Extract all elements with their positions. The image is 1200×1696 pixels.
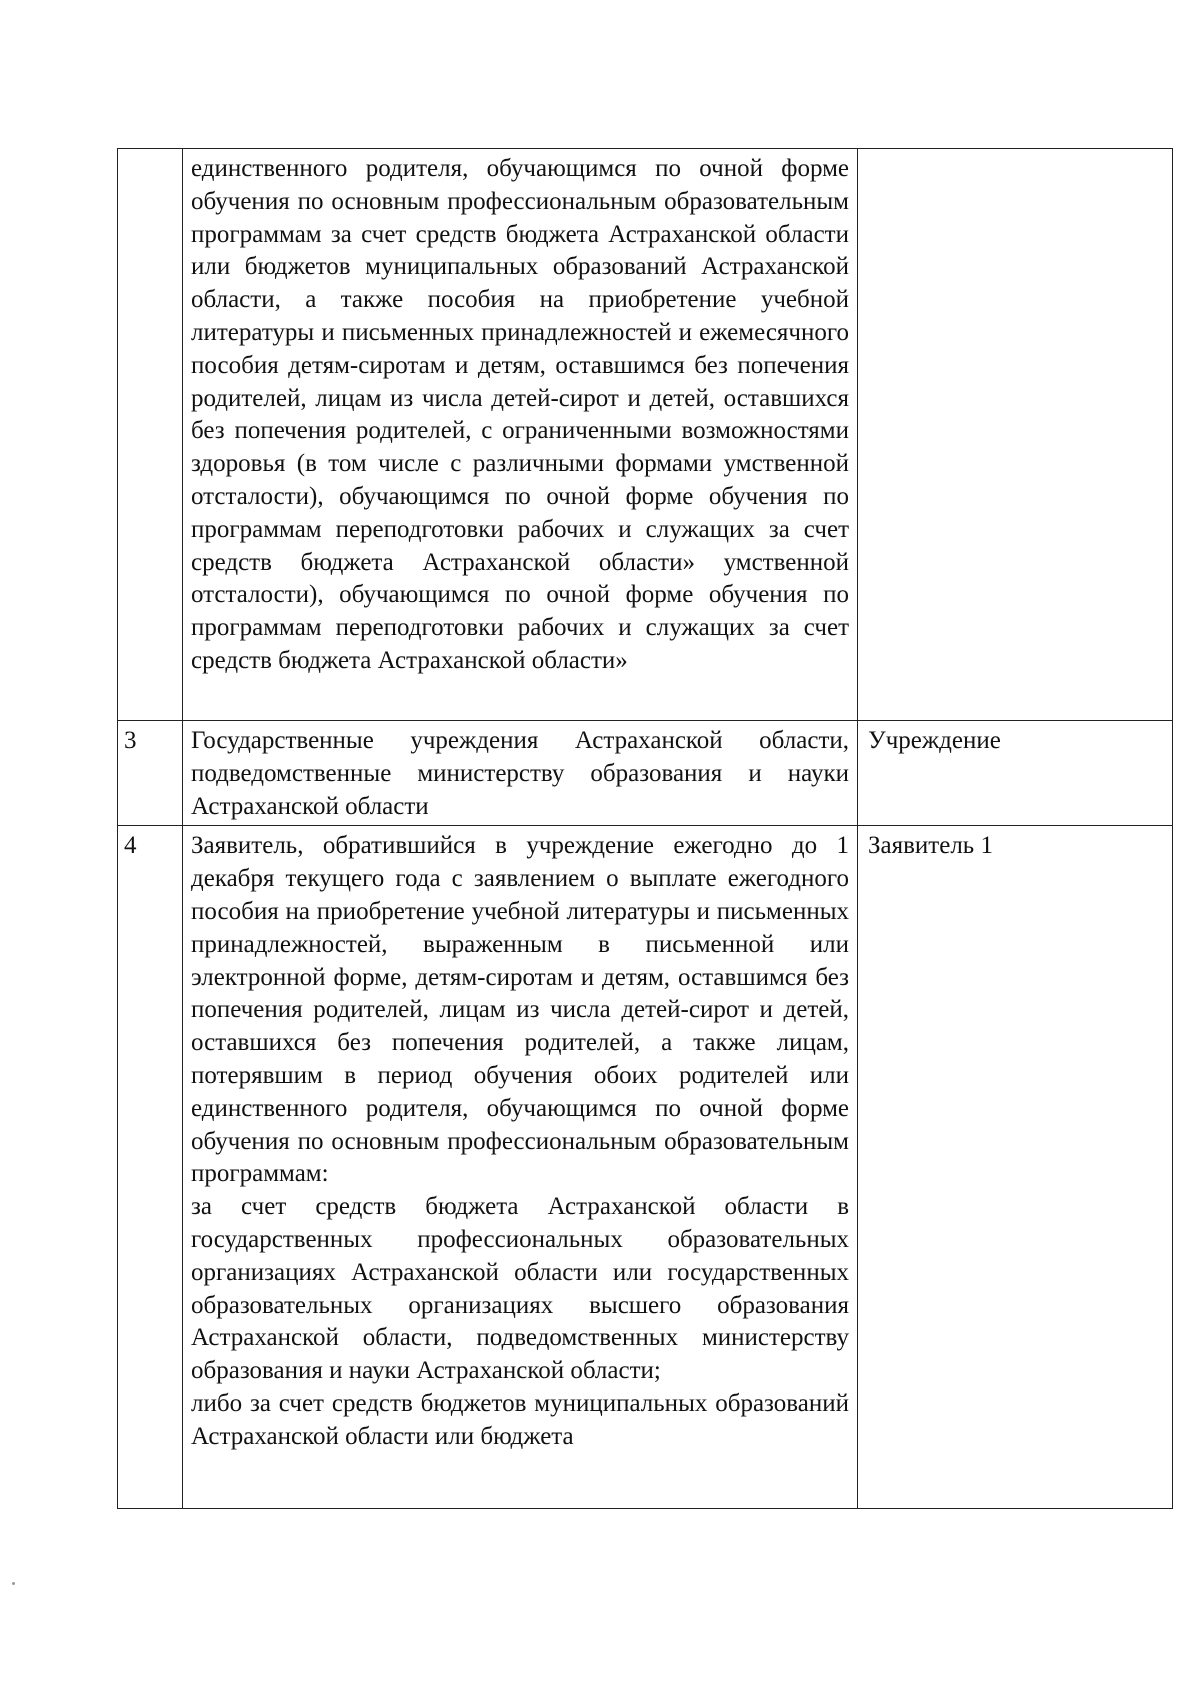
row-number: 3 — [124, 727, 137, 754]
row-number-cell — [118, 826, 183, 1509]
table-row — [118, 721, 1173, 826]
scan-speck — [12, 1582, 15, 1585]
row-role-cell — [858, 149, 1173, 721]
row-role-cell — [858, 721, 1173, 826]
row-description-paragraph: единственного родителя, обучающимся по очной форме обучения по основным профессиональным образовательным программам за счет средств бюджета Астраханской области или бюджетов муниципальных образований Астраханской области, а также пособия на приобретение учебной литературы и письменных принадлежностей и ежемесячного пособия детям-сиротам и детям, оставшимся без попечения родителей, лицам из числа детей-сирот и детей, оставшихся без попечения родителей, с ограниченными возможностями здоровья (в том числе с различными формами умственной отсталости), обучающимся по очной форме обучения по программам переподготовки рабочих и служащих за счет средств бюджета Астраханской области» умственной отсталости), обучающимся по очной форме обучения по программам переподготовки рабочих и служащих за счет средств бюджета Астраханской области» — [191, 155, 849, 674]
row-description-paragraph: Государственные учреждения Астраханской области, подведомственные министерству образования и науки Астраханской области — [191, 727, 849, 820]
document-table — [117, 148, 1173, 1509]
row-number-cell — [118, 149, 183, 721]
row-description-cell — [183, 826, 858, 1509]
row-role: Учреждение — [868, 727, 1001, 754]
row-role: Заявитель 1 — [868, 832, 993, 860]
row-description-cell — [183, 149, 858, 721]
table-row — [118, 826, 1173, 1509]
row-number: 4 — [124, 832, 137, 860]
row-role-cell — [858, 826, 1173, 1509]
row-number-cell — [118, 721, 183, 826]
row-description-cell — [183, 721, 858, 826]
table-row — [118, 149, 1173, 721]
row-description-paragraph: либо за счет средств бюджетов муниципальных образований Астраханской области или бюджета — [191, 1389, 849, 1450]
row-description-paragraph: за счет средств бюджета Астраханской области в государственных профессиональных образовательных организациях Астраханской области или государственных образовательных организациях высшего образования Астраханской области, подведомственных министерству образования и науки Астраханской области; — [191, 1193, 849, 1385]
row-description-paragraph: Заявитель, обратившийся в учреждение ежегодно до 1 декабря текущего года с заявлением о выплате ежегодного пособия на приобретение учебной литературы и письменных принадлежностей, выраженным в письменной или электронной форме, детям-сиротам и детям, оставшимся без попечения родителей, лицам из числа детей-сирот и детей, оставшихся без попечения родителей, а также лицам, потерявшим в период обучения обоих родителей или единственного родителя, обучающимся по очной форме обучения по основным профессиональным образовательным программам: — [191, 832, 849, 1188]
